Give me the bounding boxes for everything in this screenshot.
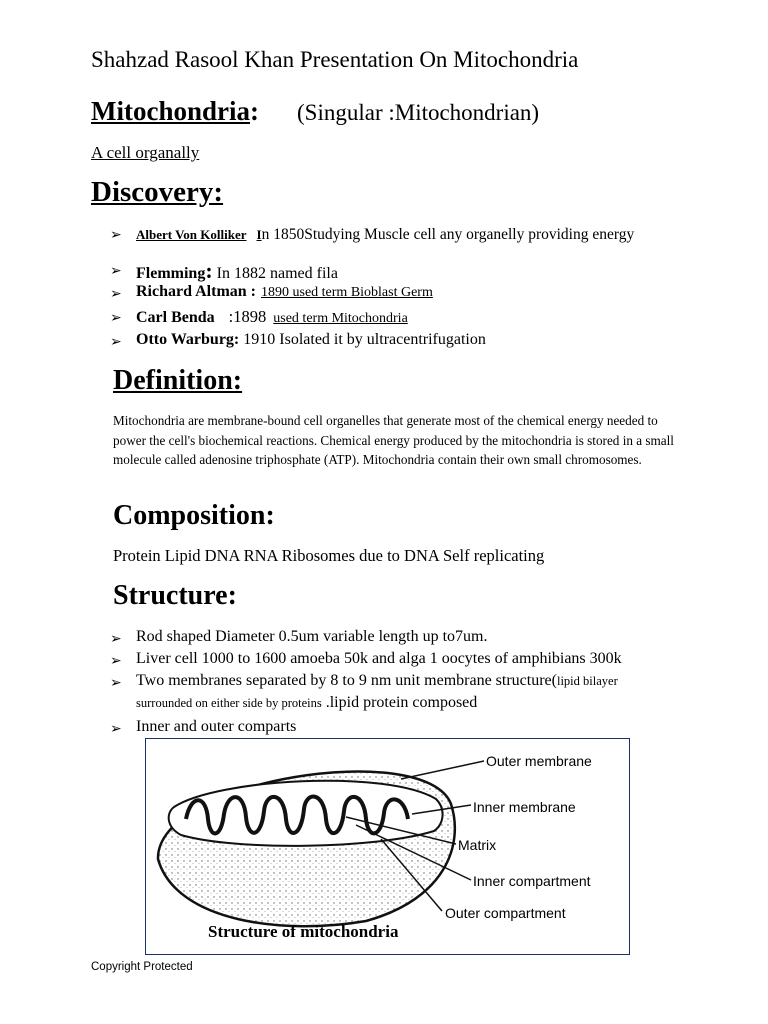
composition-text: Protein Lipid DNA RNA Ribosomes due to DNA Self replicating [113, 546, 545, 565]
list-item [110, 307, 634, 331]
structure-text: Inner and outer comparts [136, 718, 297, 735]
list-item [110, 670, 622, 692]
list-item [110, 258, 634, 283]
discovery-text: 1890 used term Bioblast Germ [261, 285, 433, 300]
arrow-bullet-icon: ➢ [110, 311, 122, 326]
discoverer-sep: I [256, 227, 262, 242]
discoverer-name: Carl Benda [136, 309, 215, 326]
discoverer-name: Otto Warburg: [136, 331, 240, 348]
discoverer-name: Flemming [136, 265, 206, 282]
discovery-text: n 1850Studying Muscle cell any organelly providing energy [261, 226, 635, 243]
label-outer-membrane: Outer membrane [486, 753, 592, 769]
structure-text: Rod shaped Diameter 0.5um variable length up to7um. [136, 628, 488, 645]
arrow-bullet-icon: ➢ [110, 228, 122, 243]
inner-membrane-shape [169, 781, 443, 846]
list-item [110, 648, 622, 670]
structure-small-text: lipid bilayer [556, 674, 618, 688]
main-heading-colon: : [250, 96, 259, 126]
discovery-year: :1898 [228, 307, 267, 326]
label-outer-compartment: Outer compartment [445, 905, 566, 921]
arrow-bullet-icon: ➢ [110, 654, 122, 669]
copyright-text: Copyright Protected [91, 961, 193, 973]
label-matrix: Matrix [458, 837, 497, 853]
structure-text: Two membranes separated by 8 to 9 nm unit membrane structure( [136, 672, 557, 689]
label-inner-membrane: Inner membrane [473, 799, 576, 815]
arrow-bullet-icon: ➢ [110, 676, 122, 691]
discovery-text: used term Mitochondria [273, 311, 408, 326]
definition-paragraph: Mitochondria are membrane-bound cell organelles that generate most of the chemical energy needed to power the cell's biochemical reactions. Chemical energy produced by the mitochondria is stored in a small molecule called adenosine triphosphate (ATP). Mitochondria contain their own small chromosomes. [113, 413, 674, 467]
list-item-continuation [110, 692, 622, 716]
discovery-list [110, 224, 634, 355]
list-item [110, 224, 634, 258]
discovery-heading: Discovery: [91, 176, 224, 208]
mitochondria-figure [145, 738, 630, 955]
composition-heading: Composition: [113, 500, 275, 531]
arrow-bullet-icon: ➢ [110, 632, 122, 647]
discoverer-name: Richard Altman : [136, 283, 256, 300]
structure-heading: Structure: [113, 580, 237, 611]
structure-text: .lipid protein composed [321, 694, 478, 711]
list-item [110, 626, 622, 648]
figure-caption: Structure of mitochondria [208, 922, 399, 941]
document-header: Shahzad Rasool Khan Presentation On Mitochondria [91, 47, 579, 72]
main-heading [91, 96, 539, 127]
singular-note: (Singular :Mitochondrian) [297, 100, 540, 125]
label-inner-compartment: Inner compartment [473, 873, 591, 889]
definition-heading: Definition: [113, 365, 243, 396]
structure-text: Liver cell 1000 to 1600 amoeba 50k and alga 1 oocytes of amphibians 300k [136, 650, 622, 667]
main-heading-text: Mitochondria [91, 96, 250, 126]
discoverer-sep: : [205, 258, 213, 283]
list-item [110, 283, 634, 307]
arrow-bullet-icon: ➢ [110, 287, 122, 302]
structure-small-text: surrounded on either side by proteins [136, 696, 322, 710]
arrow-bullet-icon: ➢ [110, 722, 122, 737]
structure-list [110, 626, 622, 738]
subtitle: A cell organally [91, 143, 200, 162]
discoverer-name: Albert Von Kolliker [136, 227, 247, 242]
list-item [110, 331, 634, 355]
discovery-text: 1910 Isolated it by ultracentrifugation [239, 331, 486, 348]
discovery-text: In 1882 named fila [212, 265, 338, 282]
arrow-bullet-icon: ➢ [110, 264, 122, 279]
list-item [110, 716, 622, 738]
arrow-bullet-icon: ➢ [110, 335, 122, 350]
